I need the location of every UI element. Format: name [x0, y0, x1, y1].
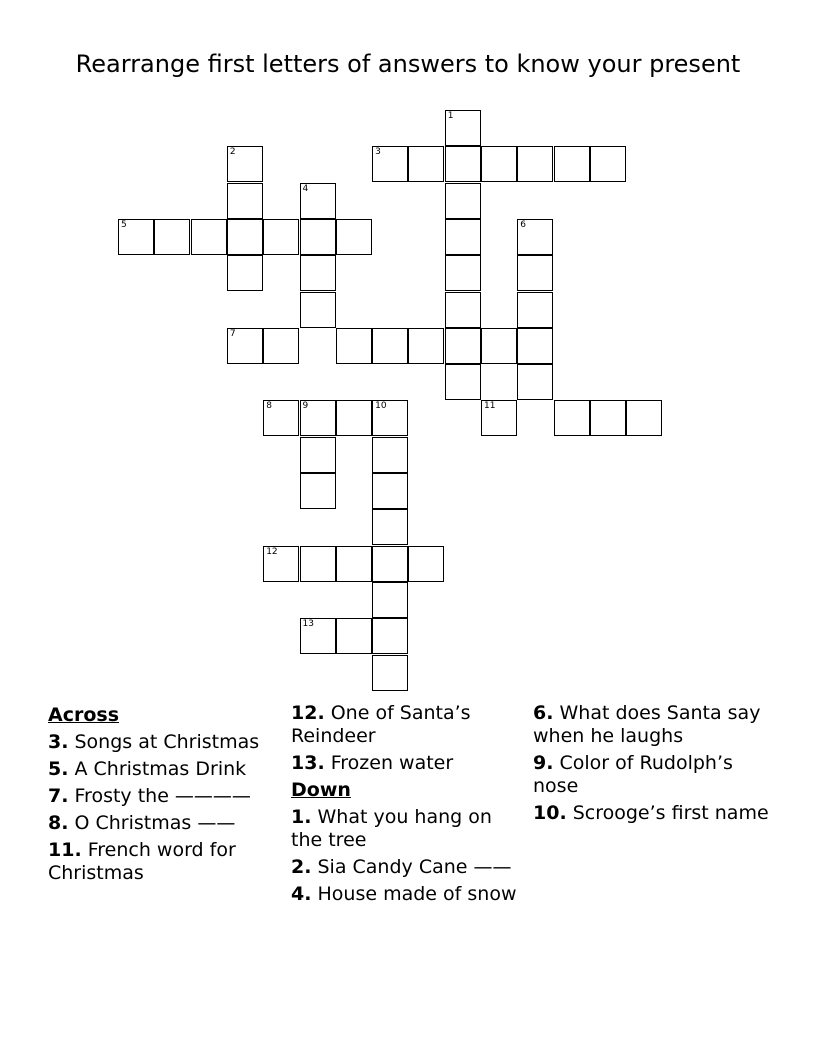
- clue-number: 1.: [291, 806, 312, 828]
- crossword-cell[interactable]: [300, 219, 336, 255]
- crossword-cell[interactable]: [517, 146, 553, 182]
- clue-down-4: [291, 883, 527, 906]
- clue-number: 8.: [48, 812, 69, 834]
- crossword-cell[interactable]: [445, 364, 481, 400]
- crossword-cell[interactable]: [154, 219, 190, 255]
- crossword-cell[interactable]: [227, 328, 263, 364]
- clue-across-3: [48, 731, 284, 754]
- clue-text: Sia Candy Cane ——: [317, 856, 512, 878]
- crossword-cell[interactable]: [626, 400, 662, 436]
- crossword-cell[interactable]: [517, 364, 553, 400]
- crossword-cell[interactable]: [554, 400, 590, 436]
- clue-number: 2.: [291, 856, 312, 878]
- crossword-cell[interactable]: [445, 292, 481, 328]
- clue-text: Songs at Christmas: [74, 731, 260, 753]
- crossword-cell[interactable]: [336, 546, 372, 582]
- clue-number: 5.: [48, 758, 69, 780]
- clue-number: 10.: [533, 802, 567, 824]
- crossword-cell[interactable]: [372, 473, 408, 509]
- crossword-cell[interactable]: [408, 546, 444, 582]
- clue-down-10: [533, 802, 769, 825]
- crossword-cell[interactable]: [372, 655, 408, 691]
- crossword-cell[interactable]: [517, 292, 553, 328]
- clue-across-13: [291, 752, 527, 775]
- clue-text: O Christmas ——: [74, 812, 236, 834]
- clue-text: Color of Rudolph’s nose: [533, 752, 733, 797]
- cell-number: 10: [375, 401, 387, 412]
- clue-text: One of Santa’s Reindeer: [291, 702, 471, 747]
- crossword-cell[interactable]: [227, 219, 263, 255]
- clue-number: 9.: [533, 752, 554, 774]
- cell-number: 11: [484, 401, 496, 412]
- crossword-cell[interactable]: [408, 328, 444, 364]
- clue-text: Frozen water: [330, 752, 454, 774]
- clue-number: 12.: [291, 702, 325, 724]
- clue-number: 4.: [291, 883, 312, 905]
- crossword-cell[interactable]: [263, 400, 299, 436]
- crossword-cell[interactable]: [372, 618, 408, 654]
- cell-number: 7: [229, 328, 236, 339]
- crossword-cell[interactable]: [372, 582, 408, 618]
- down-heading: Down: [291, 779, 351, 801]
- clue-number: 11.: [48, 839, 82, 861]
- clue-across-5: [48, 758, 284, 781]
- crossword-cell[interactable]: [372, 437, 408, 473]
- crossword-cell[interactable]: [445, 183, 481, 219]
- crossword-cell[interactable]: [372, 328, 408, 364]
- cell-number: 3: [375, 147, 381, 158]
- clue-text: French word for Christmas: [48, 839, 236, 884]
- crossword-cell[interactable]: [191, 219, 227, 255]
- crossword-cell[interactable]: [300, 618, 336, 654]
- crossword-cell[interactable]: [481, 400, 517, 436]
- crossword-cell[interactable]: [445, 219, 481, 255]
- clue-across-8: [48, 812, 284, 835]
- cell-number: 8: [266, 401, 272, 412]
- clue-column-3: [533, 702, 769, 829]
- crossword-cell[interactable]: [300, 400, 336, 436]
- crossword-cell[interactable]: [336, 328, 372, 364]
- cell-number: 5: [121, 219, 127, 230]
- crossword-cell[interactable]: [263, 219, 299, 255]
- clue-down-2: [291, 856, 527, 879]
- crossword-cell[interactable]: [300, 255, 336, 291]
- crossword-cell[interactable]: [590, 146, 626, 182]
- clue-text: What does Santa say when he laughs: [533, 702, 761, 747]
- crossword-cell[interactable]: [445, 110, 481, 146]
- crossword-cell[interactable]: [554, 146, 590, 182]
- crossword-cell[interactable]: [445, 146, 481, 182]
- crossword-cell[interactable]: [336, 400, 372, 436]
- clue-text: Frosty the ————: [74, 785, 251, 807]
- crossword-cell[interactable]: [263, 328, 299, 364]
- crossword-cell[interactable]: [300, 546, 336, 582]
- clue-text: House made of snow: [317, 883, 517, 905]
- cell-number: 4: [302, 183, 309, 194]
- cell-number: 2: [229, 147, 236, 158]
- crossword-cell[interactable]: [300, 292, 336, 328]
- clue-number: 3.: [48, 731, 69, 753]
- crossword-cell[interactable]: [227, 146, 263, 182]
- crossword-cell[interactable]: [517, 255, 553, 291]
- cell-number: 6: [520, 219, 527, 230]
- clue-number: 13.: [291, 752, 325, 774]
- clue-text: Scrooge’s first name: [572, 802, 769, 824]
- crossword-cell[interactable]: [590, 400, 626, 436]
- crossword-cell[interactable]: [445, 255, 481, 291]
- cell-number: 12: [266, 546, 278, 557]
- crossword-cell[interactable]: [481, 146, 517, 182]
- clue-column-2: [291, 702, 527, 910]
- crossword-cell[interactable]: [300, 183, 336, 219]
- clue-text: What you hang on the tree: [291, 806, 492, 851]
- crossword-cell[interactable]: [517, 219, 553, 255]
- clue-number: 6.: [533, 702, 554, 724]
- clue-column-1: [48, 702, 284, 889]
- crossword-cell[interactable]: [481, 328, 517, 364]
- cell-number: 1: [447, 111, 454, 121]
- across-heading: Across: [48, 704, 120, 726]
- crossword-cell[interactable]: [445, 328, 481, 364]
- clue-text: A Christmas Drink: [74, 758, 247, 780]
- crossword-cell[interactable]: [227, 183, 263, 219]
- crossword-cell[interactable]: [372, 146, 408, 182]
- clue-across-7: [48, 785, 284, 808]
- clue-down-9: [533, 752, 769, 798]
- cell-number: 13: [302, 619, 314, 630]
- crossword-cell[interactable]: [372, 509, 408, 545]
- clue-down-1: [291, 806, 527, 852]
- crossword-cell[interactable]: [517, 328, 553, 364]
- crossword-cell[interactable]: [300, 437, 336, 473]
- crossword-cell[interactable]: [227, 255, 263, 291]
- crossword-cell[interactable]: [372, 546, 408, 582]
- crossword-cell[interactable]: [336, 219, 372, 255]
- crossword-cell[interactable]: [372, 400, 408, 436]
- clue-across-11: [48, 839, 284, 885]
- crossword-cell[interactable]: [300, 473, 336, 509]
- cell-number: 9: [302, 401, 309, 412]
- crossword-cell[interactable]: [336, 618, 372, 654]
- clue-down-6: [533, 702, 769, 748]
- crossword-cell[interactable]: [118, 219, 154, 255]
- clue-number: 7.: [48, 785, 69, 807]
- clue-across-12: [291, 702, 527, 748]
- puzzle-title: Rearrange first letters of answers to know your present: [75, 50, 741, 78]
- crossword-cell[interactable]: [263, 546, 299, 582]
- crossword-cell[interactable]: [408, 146, 444, 182]
